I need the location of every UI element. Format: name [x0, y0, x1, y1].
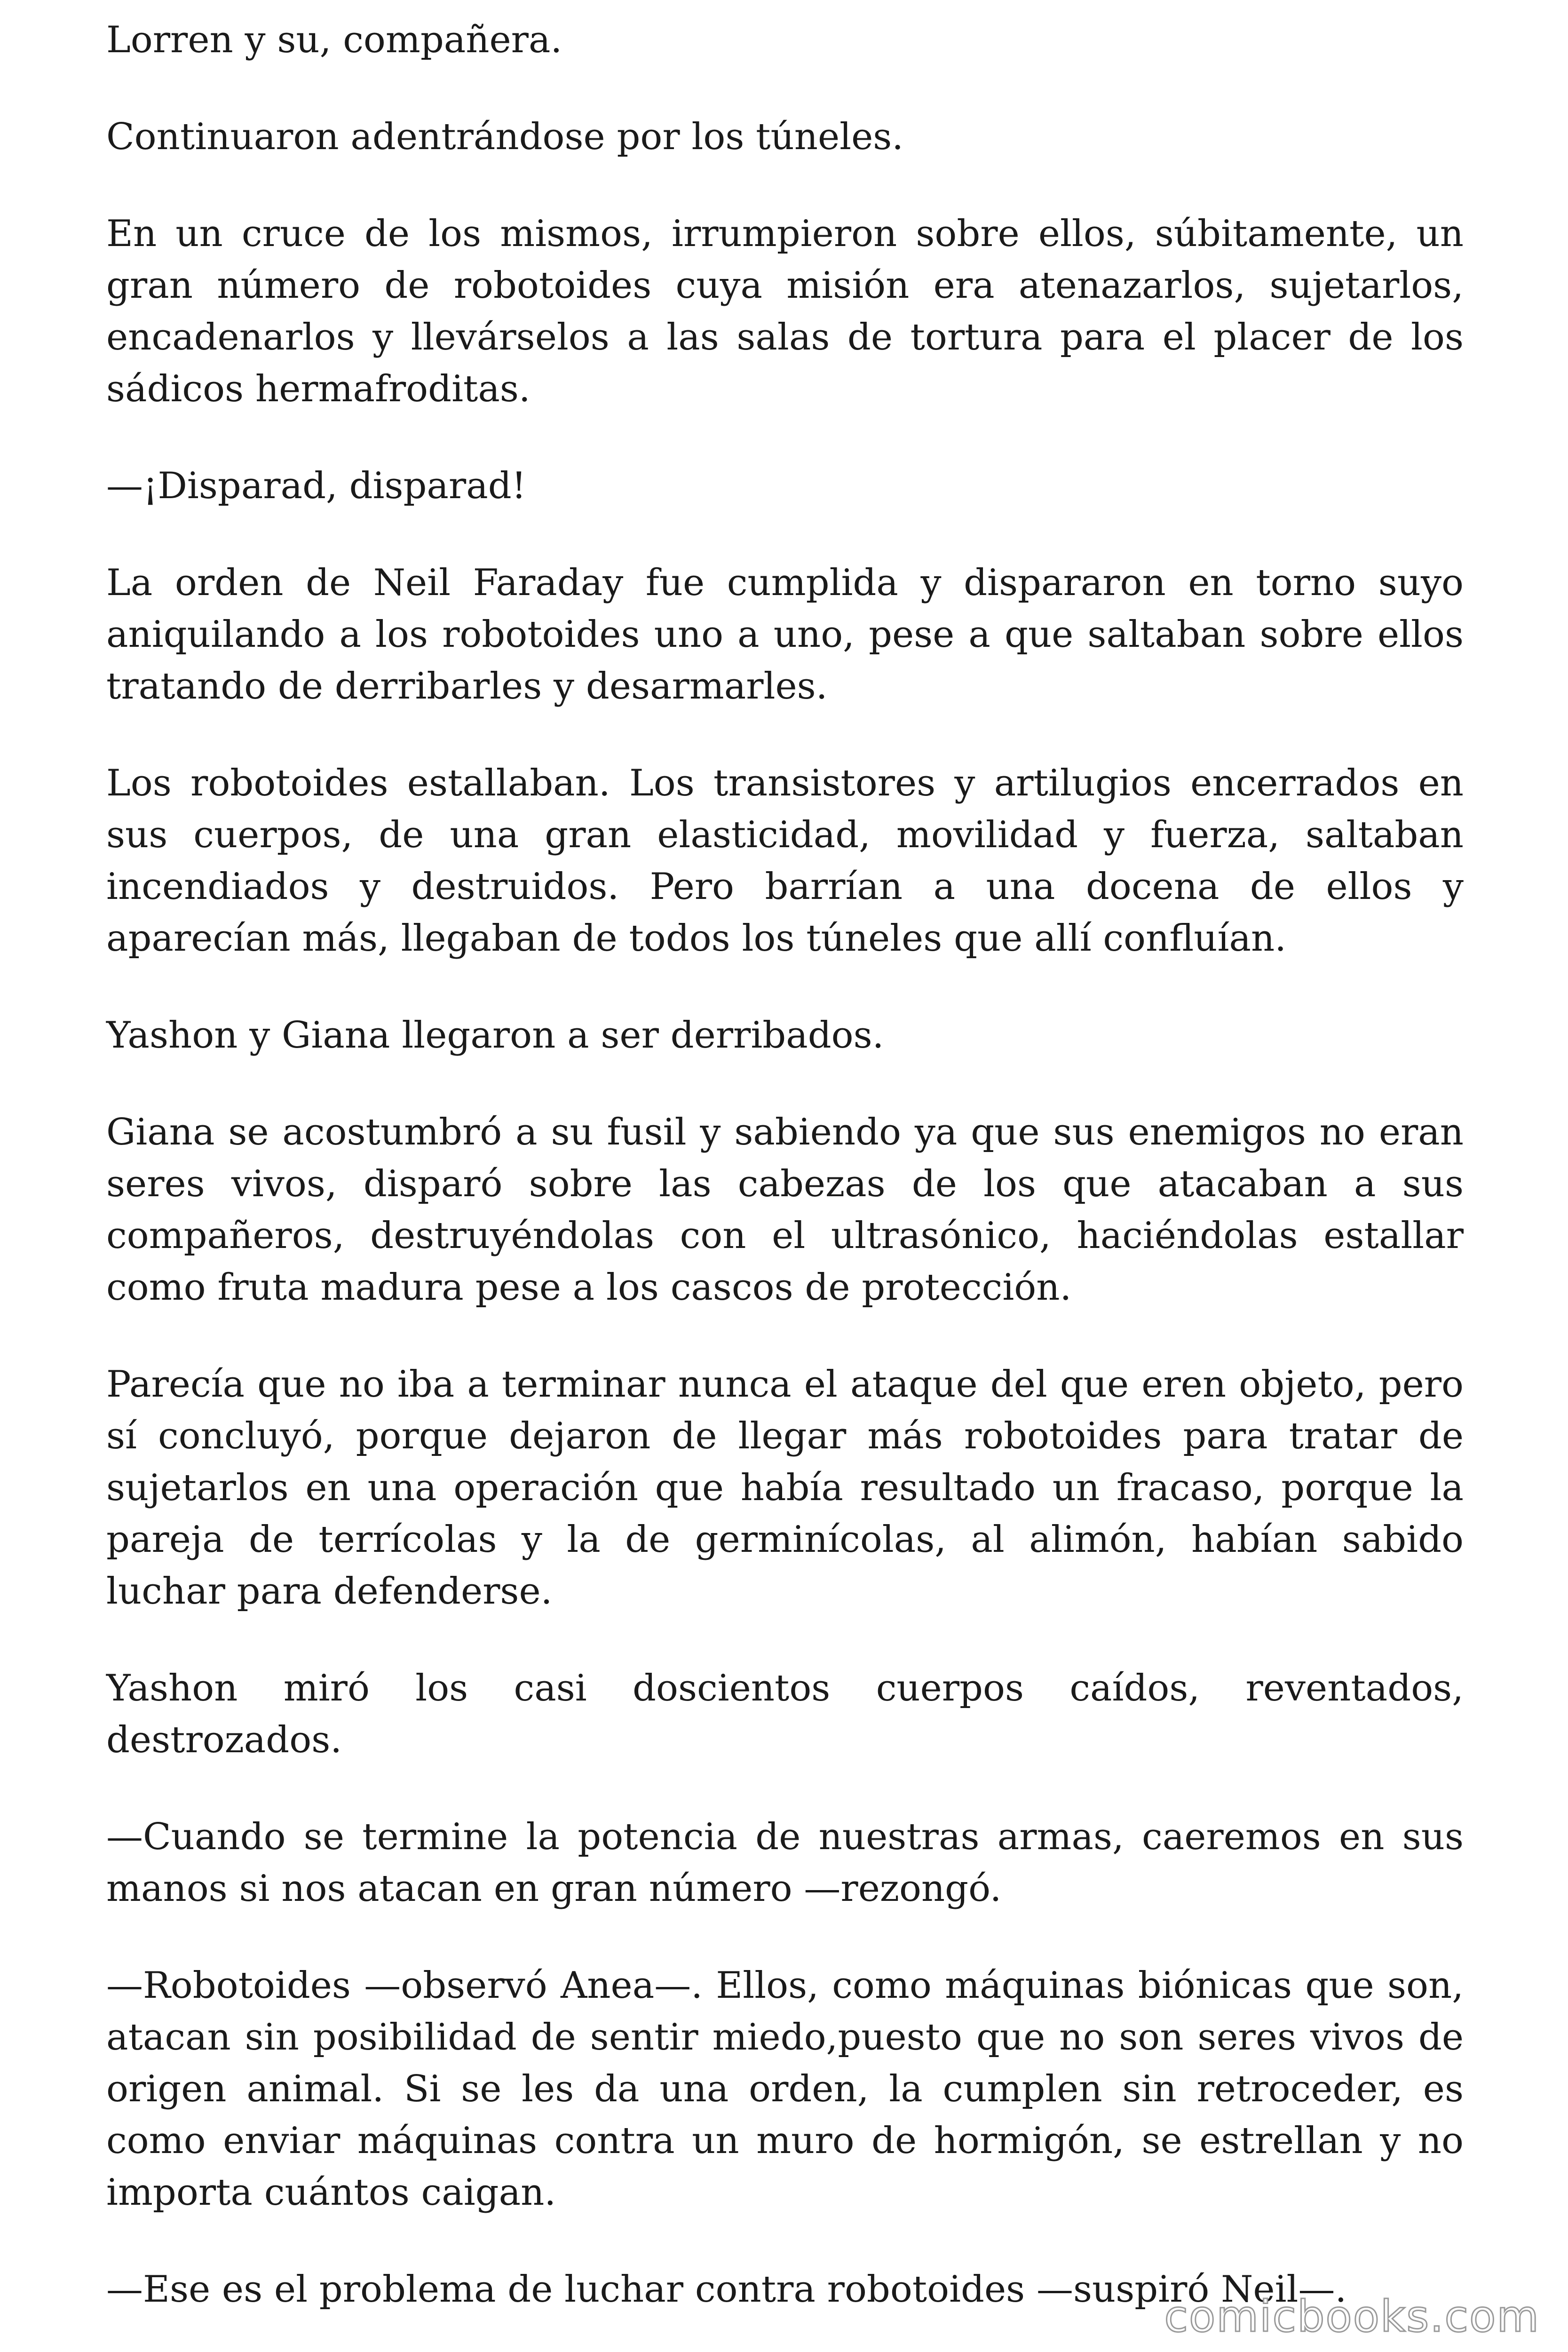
paragraph: En un cruce de los mismos, irrumpieron sobre ellos, súbitamente, un gran número de robotoides cuya misión era atenazarlos, sujetarlos, encadenarlos y llevárselos a las salas de tortura para el placer de los sádicos hermafroditas.: [106, 213, 1464, 410]
paragraph: —¡Disparad, disparad!: [106, 465, 527, 507]
paragraph: Parecía que no iba a terminar nunca el ataque del que eren objeto, pero sí concluyó, porque dejaron de llegar más robotoides para tratar de sujetarlos en una operación que había resultado un fracaso, porque la pareja de terrícolas y la de germinícolas, al alimón, habían sabido luchar para defenderse.: [106, 1363, 1464, 1613]
paragraph: Yashon y Giana llegaron a ser derribados.: [106, 1014, 884, 1057]
watermark: comicbooks.com: [1164, 2291, 1540, 2342]
paragraph: —Robotoides —observó Anea—. Ellos, como máquinas biónicas que son, atacan sin posibilidad de sentir miedo,puesto que no son seres vivos de origen animal. Si se les da una orden, la cumplen sin retroceder, es como enviar máquinas contra un muro de hormigón, se estrellan y no importa cuántos caigan.: [106, 1964, 1464, 2214]
paragraph: Lorren y su, compañera.: [106, 19, 562, 61]
paragraph: La orden de Neil Faraday fue cumplida y dispararon en torno suyo aniquilando a los robotoides uno a uno, pese a que saltaban sobre ellos tratando de derribarles y desarmarles.: [106, 562, 1464, 707]
paragraph: —Ese es el problema de luchar contra robotoides —suspiró Neil—.: [106, 2268, 1347, 2311]
body-text: [106, 14, 1464, 2352]
paragraph: Continuaron adentrándose por los túneles.: [106, 116, 904, 158]
paragraph: Los robotoides estallaban. Los transistores y artilugios encerrados en sus cuerpos, de una gran elasticidad, movilidad y fuerza, saltaban incendiados y destruidos. Pero barrían a una docena de ellos y aparecían más, llegaban de todos los túneles que allí confluían.: [106, 762, 1464, 960]
paragraph: Yashon miró los casi doscientos cuerpos caídos, reventados, destrozados.: [106, 1667, 1464, 1761]
paragraph: Giana se acostumbró a su fusil y sabiendo ya que sus enemigos no eran seres vivos, disparó sobre las cabezas de los que atacaban a sus compañeros, destruyéndolas con el ultrasónico, haciéndolas estallar como fruta madura pese a los cascos de protección.: [106, 1111, 1464, 1309]
paragraph: —Cuando se termine la potencia de nuestras armas, caeremos en sus manos si nos atacan en gran número —rezongó.: [106, 1816, 1464, 1910]
